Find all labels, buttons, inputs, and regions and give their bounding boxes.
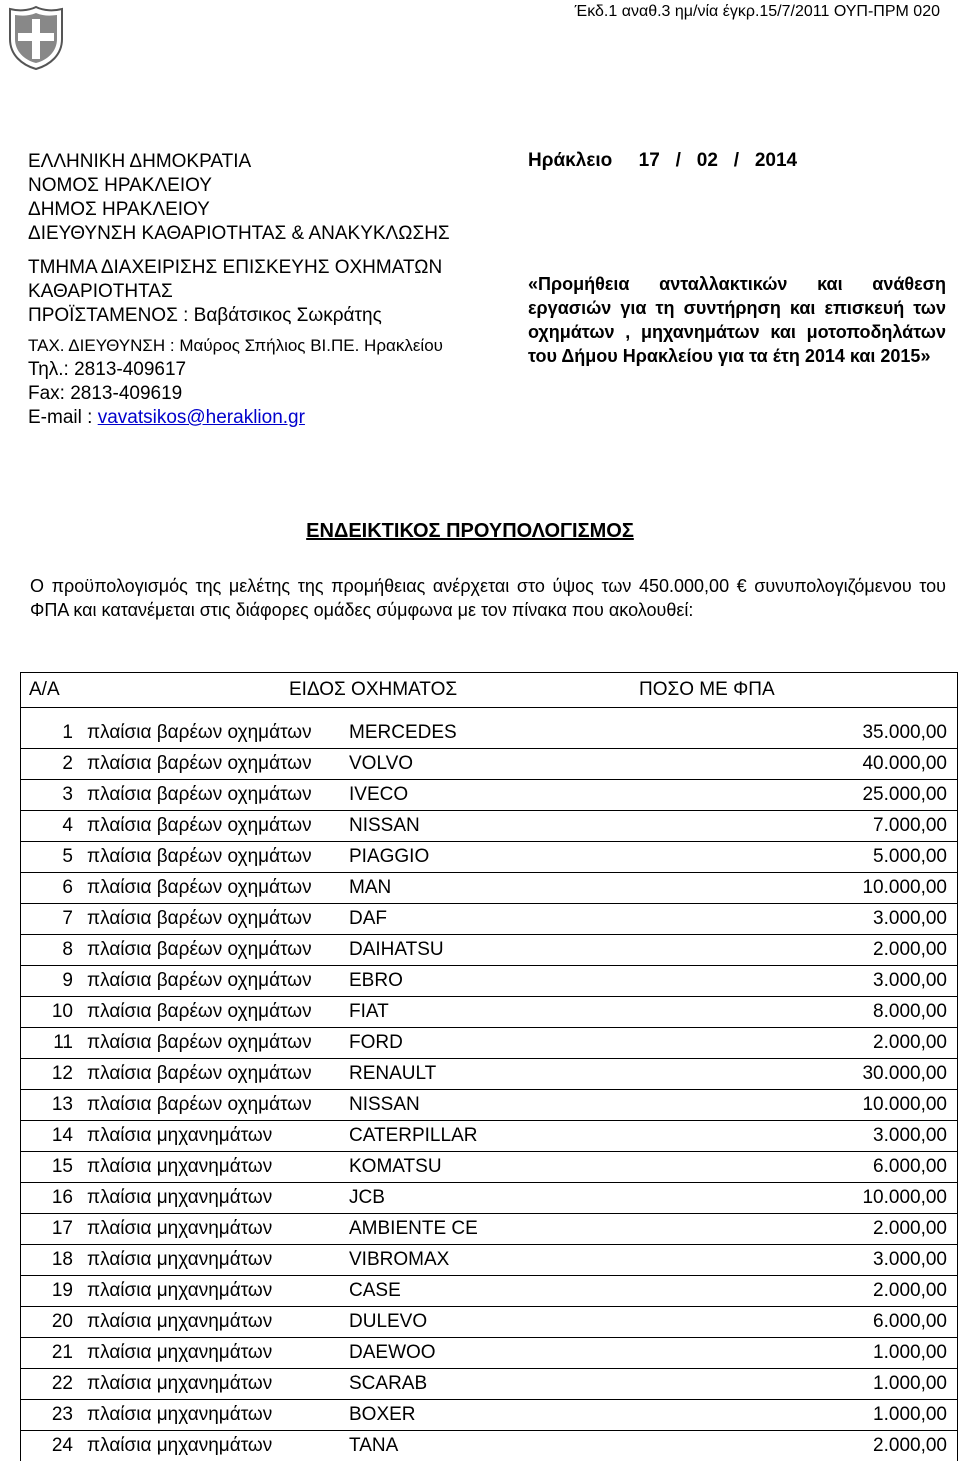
vehicle-brand: CASE [349, 1280, 401, 1301]
table-row [21, 996, 957, 1027]
table-row [21, 1151, 957, 1182]
table-row [21, 779, 957, 810]
table-row [21, 1182, 957, 1213]
vehicle-brand: TANA [349, 1435, 399, 1456]
vehicle-description: πλαίσια βαρέων οχημάτων [87, 877, 312, 898]
table-row [21, 1120, 957, 1151]
vehicle-description: πλαίσια βαρέων οχημάτων [87, 1063, 312, 1084]
row-number: 7 [62, 908, 73, 929]
date-city: Ηράκλειο [528, 150, 613, 171]
vehicle-description: πλαίσια βαρέων οχημάτων [87, 1001, 312, 1022]
date-separator: / [675, 150, 681, 171]
row-number: 6 [62, 877, 73, 898]
date-separator: / [733, 150, 740, 171]
vehicle-brand: EBRO [349, 970, 403, 991]
row-amount: 2.000,00 [873, 1280, 947, 1301]
sender-block [28, 150, 528, 430]
table-row [21, 1306, 957, 1337]
date-year: 2014 [754, 150, 798, 171]
vehicle-brand: MERCEDES [349, 722, 457, 743]
row-number: 13 [51, 1094, 73, 1115]
department-line: ΚΑΘΑΡΙΟΤΗΤΑΣ [28, 281, 173, 302]
vehicle-brand: AMBIENTE CE [349, 1218, 478, 1239]
table-row [21, 872, 957, 903]
row-amount: 6.000,00 [873, 1156, 947, 1177]
row-number: 19 [51, 1280, 73, 1301]
row-amount: 40.000,00 [862, 753, 947, 774]
vehicle-brand: DAF [349, 908, 387, 929]
greek-emblem-icon [6, 5, 66, 71]
vehicle-description: πλαίσια βαρέων οχημάτων [87, 908, 312, 929]
vehicle-description: πλαίσια βαρέων οχημάτων [87, 1094, 312, 1115]
table-row [21, 1275, 957, 1306]
vehicle-description: πλαίσια μηχανημάτων [87, 1435, 273, 1456]
row-amount: 3.000,00 [873, 1125, 947, 1146]
vehicle-description: πλαίσια βαρέων οχημάτων [87, 939, 312, 960]
row-number: 9 [62, 970, 73, 991]
row-amount: 2.000,00 [873, 939, 947, 960]
table-row [21, 1368, 957, 1399]
table-row [21, 718, 957, 748]
vehicle-description: πλαίσια μηχανημάτων [87, 1156, 273, 1177]
email-line [28, 406, 528, 430]
table-row [21, 810, 957, 841]
table-row [21, 1027, 957, 1058]
table-row [21, 1244, 957, 1275]
row-amount: 1.000,00 [873, 1404, 947, 1425]
row-amount: 1.000,00 [873, 1373, 947, 1394]
table-row [21, 1430, 957, 1461]
vehicle-brand: PIAGGIO [349, 846, 430, 867]
table-row [21, 748, 957, 779]
row-number: 15 [51, 1156, 73, 1177]
department-head: ΠΡΟΪΣΤΑΜΕΝΟΣ : Βαβάτσικος Σωκράτης [28, 305, 382, 326]
vehicle-brand: KOMATSU [349, 1156, 442, 1177]
row-amount: 3.000,00 [873, 908, 947, 929]
row-number: 21 [51, 1342, 73, 1363]
row-amount: 35.000,00 [862, 722, 947, 743]
row-amount: 25.000,00 [862, 784, 947, 805]
row-number: 3 [62, 784, 73, 805]
vehicle-description: πλαίσια βαρέων οχημάτων [87, 722, 312, 743]
row-amount: 2.000,00 [873, 1032, 947, 1053]
row-amount: 3.000,00 [873, 970, 947, 991]
vehicle-description: πλαίσια μηχανημάτων [87, 1218, 273, 1239]
vehicle-brand: CATERPILLAR [349, 1125, 478, 1146]
email-label: E-mail : [28, 407, 98, 428]
vehicle-brand: FORD [349, 1032, 403, 1053]
vehicle-brand: DAEWOO [349, 1342, 436, 1363]
vehicle-description: πλαίσια βαρέων οχημάτων [87, 784, 312, 805]
vehicle-description: πλαίσια μηχανημάτων [87, 1373, 273, 1394]
vehicle-description: πλαίσια βαρέων οχημάτων [87, 1032, 312, 1053]
row-number: 8 [62, 939, 73, 960]
row-number: 16 [51, 1187, 73, 1208]
vehicle-brand: DAIHATSU [349, 939, 444, 960]
budget-table [20, 672, 958, 1461]
vehicle-description: πλαίσια μηχανημάτων [87, 1342, 273, 1363]
row-number: 17 [51, 1218, 73, 1239]
table-body [21, 718, 957, 1461]
table-row [21, 841, 957, 872]
row-amount: 8.000,00 [873, 1001, 947, 1022]
vehicle-description: πλαίσια μηχανημάτων [87, 1125, 273, 1146]
department-line: ΤΜΗΜΑ ΔΙΑΧΕΙΡΙΣΗΣ ΕΠΙΣΚΕΥΗΣ ΟΧΗΜΑΤΩΝ [28, 257, 443, 278]
vehicle-brand: MAN [349, 877, 392, 898]
subject-text: «Προμήθεια ανταλλακτικών και ανάθεση εργασιών για τη συντήρηση και επισκευή των οχημάτων , μηχανημάτων και μοτοποδηλάτων του Δήμου Ηρακλείου για τα έτη 2014 και 2015» [528, 274, 946, 366]
row-number: 4 [62, 815, 73, 836]
vehicle-description: πλαίσια μηχανημάτων [87, 1249, 273, 1270]
vehicle-brand: VIBROMAX [349, 1249, 450, 1270]
date-month: 02 [696, 150, 718, 171]
vehicle-brand: NISSAN [349, 815, 420, 836]
sender-line: ΔΙΕΥΘΥΝΣΗ ΚΑΘΑΡΙΟΤΗΤΑΣ & ΑΝΑΚΥΚΛΩΣΗΣ [28, 223, 450, 244]
table-header [21, 673, 957, 708]
header-amount: ΠΟΣΟ ΜΕ ΦΠΑ [639, 679, 775, 700]
vehicle-brand: RENAULT [349, 1063, 437, 1084]
row-number: 20 [51, 1311, 73, 1332]
row-number: 11 [53, 1032, 73, 1053]
vehicle-description: πλαίσια βαρέων οχημάτων [87, 970, 312, 991]
document-version-note: Έκδ.1 αναθ.3 ημ/νία έγκρ.15/7/2011 ΟΥΠ-ΠΡΜ 020 [574, 3, 940, 20]
row-number: 1 [62, 722, 73, 743]
table-row [21, 1337, 957, 1368]
header-number: Α/Α [29, 679, 60, 700]
row-number: 2 [62, 753, 73, 774]
row-number: 18 [51, 1249, 73, 1270]
row-amount: 7.000,00 [873, 815, 947, 836]
intro-paragraph: Ο προϋπολογισμός της μελέτης της προμήθειας ανέρχεται στο ύψος των 450.000,00 € συνυπολογιζόμενου του ΦΠΑ και κατανέμεται στις διάφορες ομάδες σύμφωνα με τον πίνακα που ακολουθεί: [30, 576, 946, 620]
table-row [21, 934, 957, 965]
row-number: 22 [51, 1373, 73, 1394]
row-amount: 3.000,00 [873, 1249, 947, 1270]
table-row [21, 1399, 957, 1430]
vehicle-brand: IVECO [349, 784, 409, 805]
section-title: ΕΝΔΕΙΚΤΙΚΟΣ ΠΡΟΥΠΟΛΟΓΙΣΜΟΣ [306, 520, 634, 542]
date-day: 17 [638, 150, 660, 171]
document-date [528, 150, 797, 172]
vehicle-description: πλαίσια μηχανημάτων [87, 1311, 273, 1332]
row-amount: 10.000,00 [862, 1187, 947, 1208]
table-row [21, 1213, 957, 1244]
row-amount: 6.000,00 [873, 1311, 947, 1332]
row-number: 5 [62, 846, 73, 867]
sender-line: ΔΗΜΟΣ ΗΡΑΚΛΕΙΟΥ [28, 199, 210, 220]
vehicle-description: πλαίσια βαρέων οχημάτων [87, 846, 312, 867]
row-number: 12 [51, 1063, 73, 1084]
row-amount: 10.000,00 [862, 877, 947, 898]
row-amount: 2.000,00 [873, 1435, 947, 1456]
row-number: 23 [51, 1404, 73, 1425]
vehicle-brand: JCB [349, 1187, 385, 1208]
vehicle-brand: VOLVO [349, 753, 414, 774]
sender-line: ΕΛΛΗΝΙΚΗ ΔΗΜΟΚΡΑΤΙΑ [28, 151, 252, 172]
header-vehicle-type: ΕΙΔΟΣ ΟΧΗΜΑΤΟΣ [289, 679, 458, 700]
vehicle-brand: DULEVO [349, 1311, 428, 1332]
row-amount: 30.000,00 [862, 1063, 947, 1084]
row-number: 10 [51, 1001, 73, 1022]
row-number: 14 [51, 1125, 73, 1146]
vehicle-brand: FIAT [349, 1001, 389, 1022]
row-amount: 10.000,00 [862, 1094, 947, 1115]
table-row [21, 1089, 957, 1120]
fax-number: Fax: 2813-409619 [28, 383, 183, 404]
phone-number: Τηλ.: 2813-409617 [28, 359, 187, 380]
vehicle-brand: BOXER [349, 1404, 416, 1425]
sender-line: ΝΟΜΟΣ ΗΡΑΚΛΕΙΟΥ [28, 175, 212, 196]
vehicle-brand: SCARAB [349, 1373, 428, 1394]
row-amount: 5.000,00 [873, 846, 947, 867]
vehicle-description: πλαίσια βαρέων οχημάτων [87, 815, 312, 836]
row-amount: 2.000,00 [873, 1218, 947, 1239]
row-number: 24 [51, 1435, 73, 1456]
row-amount: 1.000,00 [873, 1342, 947, 1363]
table-row [21, 1058, 957, 1089]
email-link[interactable]: vavatsikos@heraklion.gr [97, 407, 305, 428]
vehicle-description: πλαίσια μηχανημάτων [87, 1187, 273, 1208]
vehicle-description: πλαίσια μηχανημάτων [87, 1404, 273, 1425]
table-row [21, 965, 957, 996]
vehicle-brand: NISSAN [349, 1094, 420, 1115]
postal-address: ΤΑΧ. ΔΙΕΥΘΥΝΣΗ : Μαύρος Σπήλιος ΒΙ.ΠΕ. Ηρακλείου [28, 336, 443, 355]
vehicle-description: πλαίσια μηχανημάτων [87, 1280, 273, 1301]
vehicle-description: πλαίσια βαρέων οχημάτων [87, 753, 312, 774]
table-row [21, 903, 957, 934]
